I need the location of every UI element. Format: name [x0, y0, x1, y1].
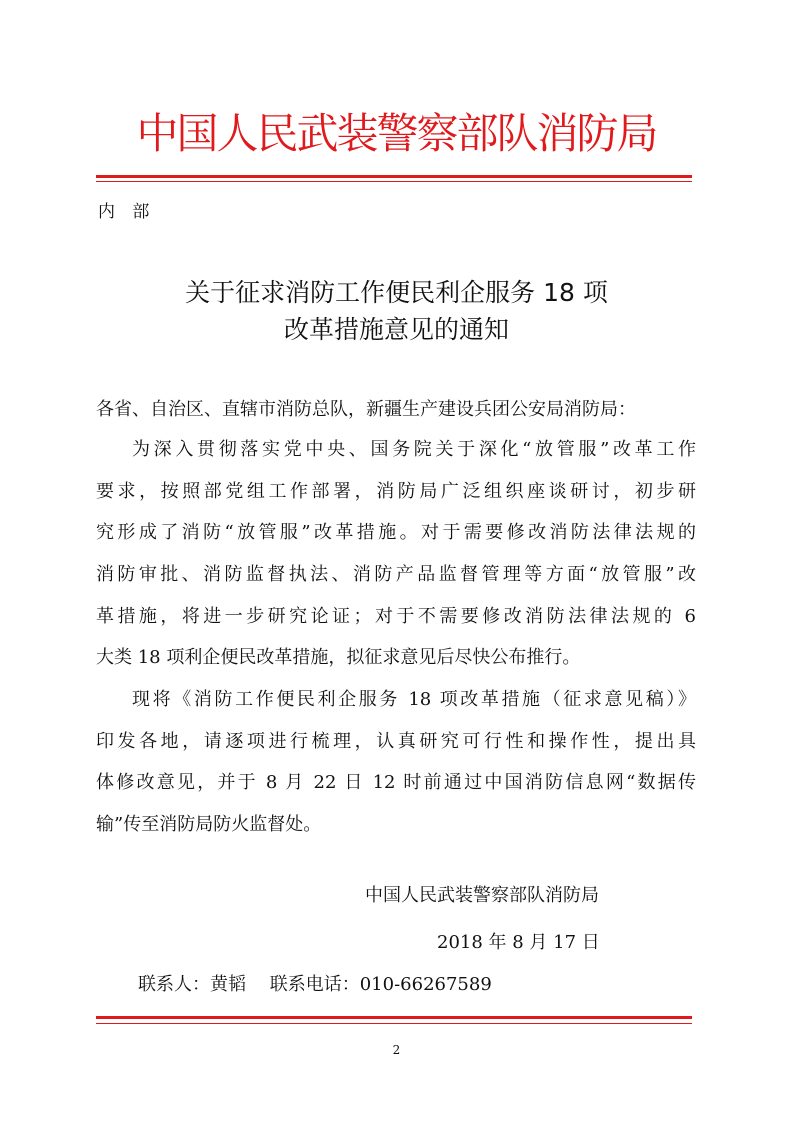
letterhead-rule-thick	[96, 175, 692, 178]
letterhead-rule-thin	[96, 181, 692, 182]
footer-rule-thick	[96, 1016, 692, 1019]
paragraph-line: 究形成了消防“放管服”改革措施。对于需要修改消防法律法规的	[96, 522, 696, 543]
signature-date: 2018 年 8 月 17 日	[437, 932, 600, 953]
signature-org: 中国人民武装警察部队消防局	[365, 885, 599, 906]
contact-info: 联系人：黄韬 联系电话：010-66267589	[138, 974, 492, 995]
paragraph-line: 印发各地，请逐项进行梳理，认真研究可行性和操作性，提出具	[96, 731, 696, 752]
paragraph-line: 革措施，将进一步研究论证；对于不需要修改消防法律法规的 6	[96, 606, 696, 627]
page-number: 2	[392, 1043, 401, 1057]
paragraph-line: 消防审批、消防监督执法、消防产品监督管理等方面“放管服”改	[96, 564, 696, 585]
paragraph-line: 输”传至消防局防火监督处。	[96, 814, 322, 835]
document-title-line-2: 改革措施意见的通知	[283, 315, 509, 344]
salutation: 各省、自治区、直辖市消防总队，新疆生产建设兵团公安局消防局：	[96, 399, 636, 420]
document-title-line-1: 关于征求消防工作便民利企服务 18 项	[185, 278, 608, 307]
letterhead-org-name: 中国人民武装警察部队消防局	[136, 109, 657, 158]
paragraph-line: 现将《消防工作便民利企服务 18 项改革措施（征求意见稿）》	[132, 689, 696, 710]
footer-rule-thin	[96, 1023, 692, 1024]
paragraph-line: 要求，按照部党组工作部署，消防局广泛组织座谈研讨，初步研	[96, 481, 696, 502]
paragraph-line: 为深入贯彻落实党中央、国务院关于深化“放管服”改革工作	[132, 439, 696, 460]
paragraph-line: 体修改意见，并于 8 月 22 日 12 时前通过中国消防信息网“数据传	[96, 772, 696, 793]
paragraph-line: 大类 18 项利企便民改革措施，拟征求意见后尽快公布推行。	[96, 647, 581, 668]
classification-label: 内 部	[98, 202, 156, 222]
